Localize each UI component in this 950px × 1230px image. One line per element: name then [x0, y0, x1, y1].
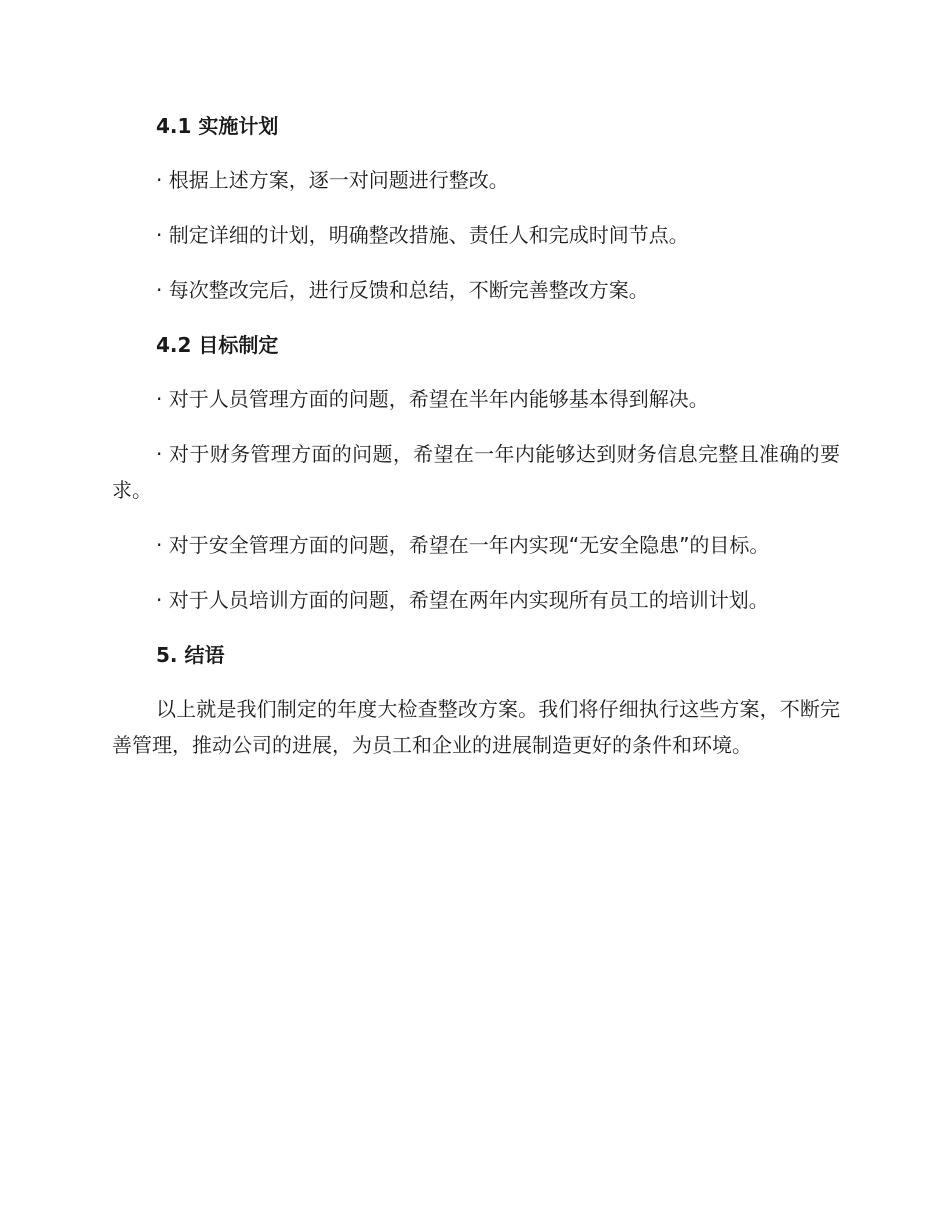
list-item: · 制定详细的计划，明确整改措施、责任人和完成时间节点。	[156, 223, 689, 247]
section-heading-conclusion: 5. 结语	[156, 643, 225, 667]
list-item: · 对于人员管理方面的问题，希望在半年内能够基本得到解决。	[156, 387, 709, 411]
document-page	[112, 108, 840, 763]
list-item: · 每次整改完后，进行反馈和总结，不断完善整改方案。	[156, 278, 649, 302]
list-item: · 对于财务管理方面的问题，希望在一年内能够达到财务信息完整且准确的要求。	[112, 442, 840, 502]
list-item: · 对于安全管理方面的问题，希望在一年内实现“无安全隐患”的目标。	[156, 533, 770, 557]
section-heading-implementation-plan: 4.1 实施计划	[156, 114, 279, 138]
list-item: · 对于人员培训方面的问题，希望在两年内实现所有员工的培训计划。	[156, 588, 769, 612]
conclusion-paragraph: 以上就是我们制定的年度大检查整改方案。我们将仔细执行这些方案，不断完善管理，推动公司的进展，为员工和企业的进展制造更好的条件和环境。	[112, 697, 840, 757]
list-item: · 根据上述方案，逐一对问题进行整改。	[156, 168, 509, 192]
section-heading-goal-setting: 4.2 目标制定	[156, 333, 279, 357]
